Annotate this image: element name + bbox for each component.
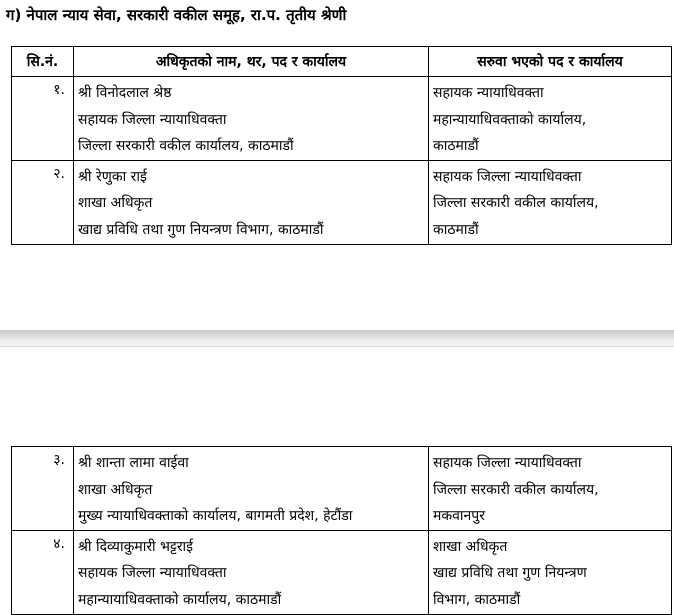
transfer-office: जिल्ला सरकारी वकील कार्यालय, <box>433 481 599 498</box>
officer-post: शाखा अधिकृत <box>78 481 153 498</box>
transfer-table-page-1 <box>11 46 672 245</box>
officer-post: सहायक जिल्ला न्यायाधिवक्ता <box>78 111 227 128</box>
header-serial-number: सि.नं. <box>12 47 74 77</box>
serial-number-cell: २. <box>12 160 74 244</box>
transfer-location: मकवानपुर <box>433 508 485 525</box>
table-row <box>12 447 672 531</box>
officer-post: सहायक जिल्ला न्यायाधिवक्ता <box>78 565 227 582</box>
transfer-post: सहायक न्यायाधिवक्ता <box>433 85 544 101</box>
transfer-location: काठमाडौं <box>433 138 479 155</box>
serial-number-cell: १. <box>12 77 74 161</box>
transfer-table-page-2 <box>11 446 672 615</box>
officer-office: मुख्य न्यायाधिवक्ताको कार्यालय, बागमती प्रदेश, हेटौंडा <box>78 508 353 525</box>
officer-cell <box>74 77 429 161</box>
officer-post: शाखा अधिकृत <box>78 195 153 212</box>
transfer-cell <box>429 530 672 614</box>
officer-office: जिल्ला सरकारी वकील कार्यालय, काठमाडौं <box>78 138 294 155</box>
serial-number-cell: ३. <box>12 447 74 531</box>
officer-cell <box>74 530 429 614</box>
officer-name: श्री रेणुका राई <box>78 168 147 185</box>
header-officer-name-office: अधिकृतको नाम, थर, पद र कार्यालय <box>74 47 429 77</box>
page-break-separator <box>0 330 674 346</box>
table-row <box>12 77 672 161</box>
table-header-row <box>12 47 672 77</box>
officer-office: खाद्य प्रविधि तथा गुण नियन्त्रण विभाग, काठमाडौं <box>78 221 324 238</box>
section-heading: ग) नेपाल न्याय सेवा, सरकारी वकील समूह, रा.प. तृतीय श्रेणी <box>6 6 347 24</box>
transfer-post: सहायक जिल्ला न्यायाधिवक्ता <box>433 455 582 471</box>
officer-name: श्री विनोदलाल श्रेष्ठ <box>78 85 172 101</box>
officer-office: महान्यायाधिवक्ताको कार्यालय, काठमाडौं <box>78 591 282 608</box>
transfer-location: काठमाडौं <box>433 221 479 238</box>
transfer-cell <box>429 160 672 244</box>
page-break-line <box>0 346 674 347</box>
officer-name: श्री शान्ता लामा वाईवा <box>78 455 189 471</box>
transfer-office: महान्यायाधिवक्ताको कार्यालय, <box>433 111 587 128</box>
transfer-location: विभाग, काठमाडौं <box>433 591 521 608</box>
transfer-cell <box>429 77 672 161</box>
transfer-post: शाखा अधिकृत <box>433 538 508 555</box>
header-transfer-post-office: सरुवा भएको पद र कार्यालय <box>429 47 672 77</box>
table-row <box>12 160 672 244</box>
officer-cell <box>74 160 429 244</box>
transfer-office: खाद्य प्रविधि तथा गुण नियन्त्रण <box>433 565 587 582</box>
officer-name: श्री दिव्याकुमारी भट्टराई <box>78 538 194 555</box>
officer-cell <box>74 447 429 531</box>
table-row <box>12 530 672 614</box>
serial-number-cell: ४. <box>12 530 74 614</box>
transfer-office: जिल्ला सरकारी वकील कार्यालय, <box>433 195 599 212</box>
transfer-cell <box>429 447 672 531</box>
transfer-post: सहायक जिल्ला न्यायाधिवक्ता <box>433 168 582 185</box>
